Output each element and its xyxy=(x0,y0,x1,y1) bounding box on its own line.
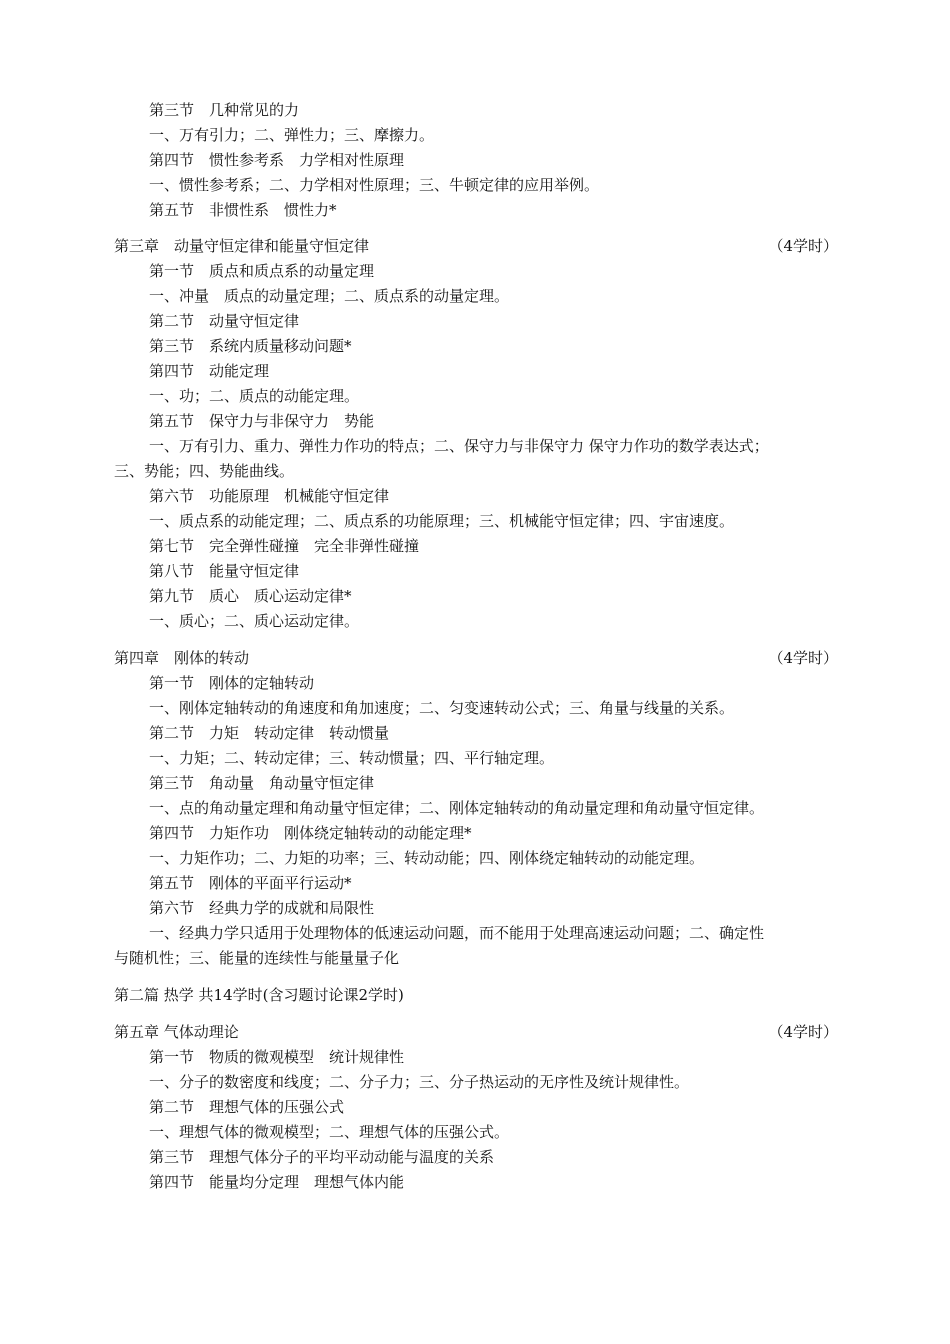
section-heading: 第一节 质点和质点系的动量定理 xyxy=(149,262,375,280)
section-content: 一、经典力学只适用于处理物体的低速运动问题，而不能用于处理高速运动问题；二、确定性 xyxy=(149,924,765,942)
section-content: 一、万有引力、重力、弹性力作功的特点；二、保守力与非保守力 保守力作功的数学表达式； xyxy=(149,437,769,455)
section-heading: 第四节 动能定理 xyxy=(149,362,270,380)
section-heading: 第三节 几种常见的力 xyxy=(149,101,300,119)
section-heading: 第五节 刚体的平面平行运动* xyxy=(149,874,352,892)
section-heading: 第四节 能量均分定理 理想气体内能 xyxy=(149,1173,405,1191)
section-heading: 第八节 能量守恒定律 xyxy=(149,562,300,580)
section-content: 一、惯性参考系；二、力学相对性原理；三、牛顿定律的应用举例。 xyxy=(149,176,600,194)
section-heading: 第一节 刚体的定轴转动 xyxy=(149,674,315,692)
section-content: 一、质心；二、质心运动定律。 xyxy=(149,612,360,630)
section-heading: 第三节 理想气体分子的平均平动动能与温度的关系 xyxy=(149,1148,495,1166)
section-heading: 第四节 力矩作功 刚体绕定轴转动的动能定理* xyxy=(149,824,472,842)
section-heading: 第七节 完全弹性碰撞 完全非弹性碰撞 xyxy=(149,537,420,555)
section-heading: 第六节 经典力学的成就和局限性 xyxy=(149,899,375,917)
section-content-continued: 与随机性；三、能量的连续性与能量量子化 xyxy=(114,949,400,967)
section-content: 一、质点系的动能定理；二、质点系的功能原理；三、机械能守恒定律；四、宇宙速度。 xyxy=(149,512,735,530)
section-heading: 第二节 动量守恒定律 xyxy=(149,312,300,330)
chapter-heading xyxy=(114,646,838,671)
section-content: 一、力矩作功；二、力矩的功率；三、转动动能；四、刚体绕定轴转动的动能定理。 xyxy=(149,849,705,867)
chapter-title: 第三章 动量守恒定律和能量守恒定律 xyxy=(114,237,370,255)
chapter-hours: （4学时） xyxy=(768,649,838,667)
section-content: 一、刚体定轴转动的角速度和角加速度；二、匀变速转动公式；三、角量与线量的关系。 xyxy=(149,699,735,717)
section-heading: 第六节 功能原理 机械能守恒定律 xyxy=(149,487,390,505)
chapter-heading xyxy=(114,234,838,259)
section-content: 一、万有引力；二、弹性力；三、摩擦力。 xyxy=(149,126,435,144)
section-content: 一、分子的数密度和线度；二、分子力；三、分子热运动的无序性及统计规律性。 xyxy=(149,1073,690,1091)
chapter-hours: （4学时） xyxy=(768,237,838,255)
chapter-hours: （4学时） xyxy=(768,1023,838,1041)
section-content: 一、功；二、质点的动能定理。 xyxy=(149,387,360,405)
section-content: 一、理想气体的微观模型；二、理想气体的压强公式。 xyxy=(149,1123,510,1141)
section-heading: 第四节 惯性参考系 力学相对性原理 xyxy=(149,151,405,169)
chapter-heading xyxy=(114,1020,838,1045)
section-heading: 第一节 物质的微观模型 统计规律性 xyxy=(149,1048,405,1066)
chapter-title: 第四章 刚体的转动 xyxy=(114,649,250,667)
section-heading: 第三节 系统内质量移动问题* xyxy=(149,337,352,355)
section-heading: 第五节 保守力与非保守力 势能 xyxy=(149,412,375,430)
section-heading: 第九节 质心 质心运动定律* xyxy=(149,587,352,605)
section-heading: 第二节 力矩 转动定律 转动惯量 xyxy=(149,724,390,742)
section-content-continued: 三、势能；四、势能曲线。 xyxy=(114,462,295,480)
part-heading: 第二篇 热学 共14学时(含习题讨论课2学时) xyxy=(114,986,404,1004)
section-content: 一、点的角动量定理和角动量守恒定律；二、刚体定轴转动的角动量定理和角动量守恒定律。 xyxy=(149,799,765,817)
section-heading: 第三节 角动量 角动量守恒定律 xyxy=(149,774,375,792)
section-heading: 第二节 理想气体的压强公式 xyxy=(149,1098,345,1116)
section-content: 一、冲量 质点的动量定理；二、质点系的动量定理。 xyxy=(149,287,510,305)
chapter-title: 第五章 气体动理论 xyxy=(114,1023,239,1041)
section-content: 一、力矩；二、转动定律；三、转动惯量；四、平行轴定理。 xyxy=(149,749,555,767)
section-heading: 第五节 非惯性系 惯性力* xyxy=(149,201,337,219)
